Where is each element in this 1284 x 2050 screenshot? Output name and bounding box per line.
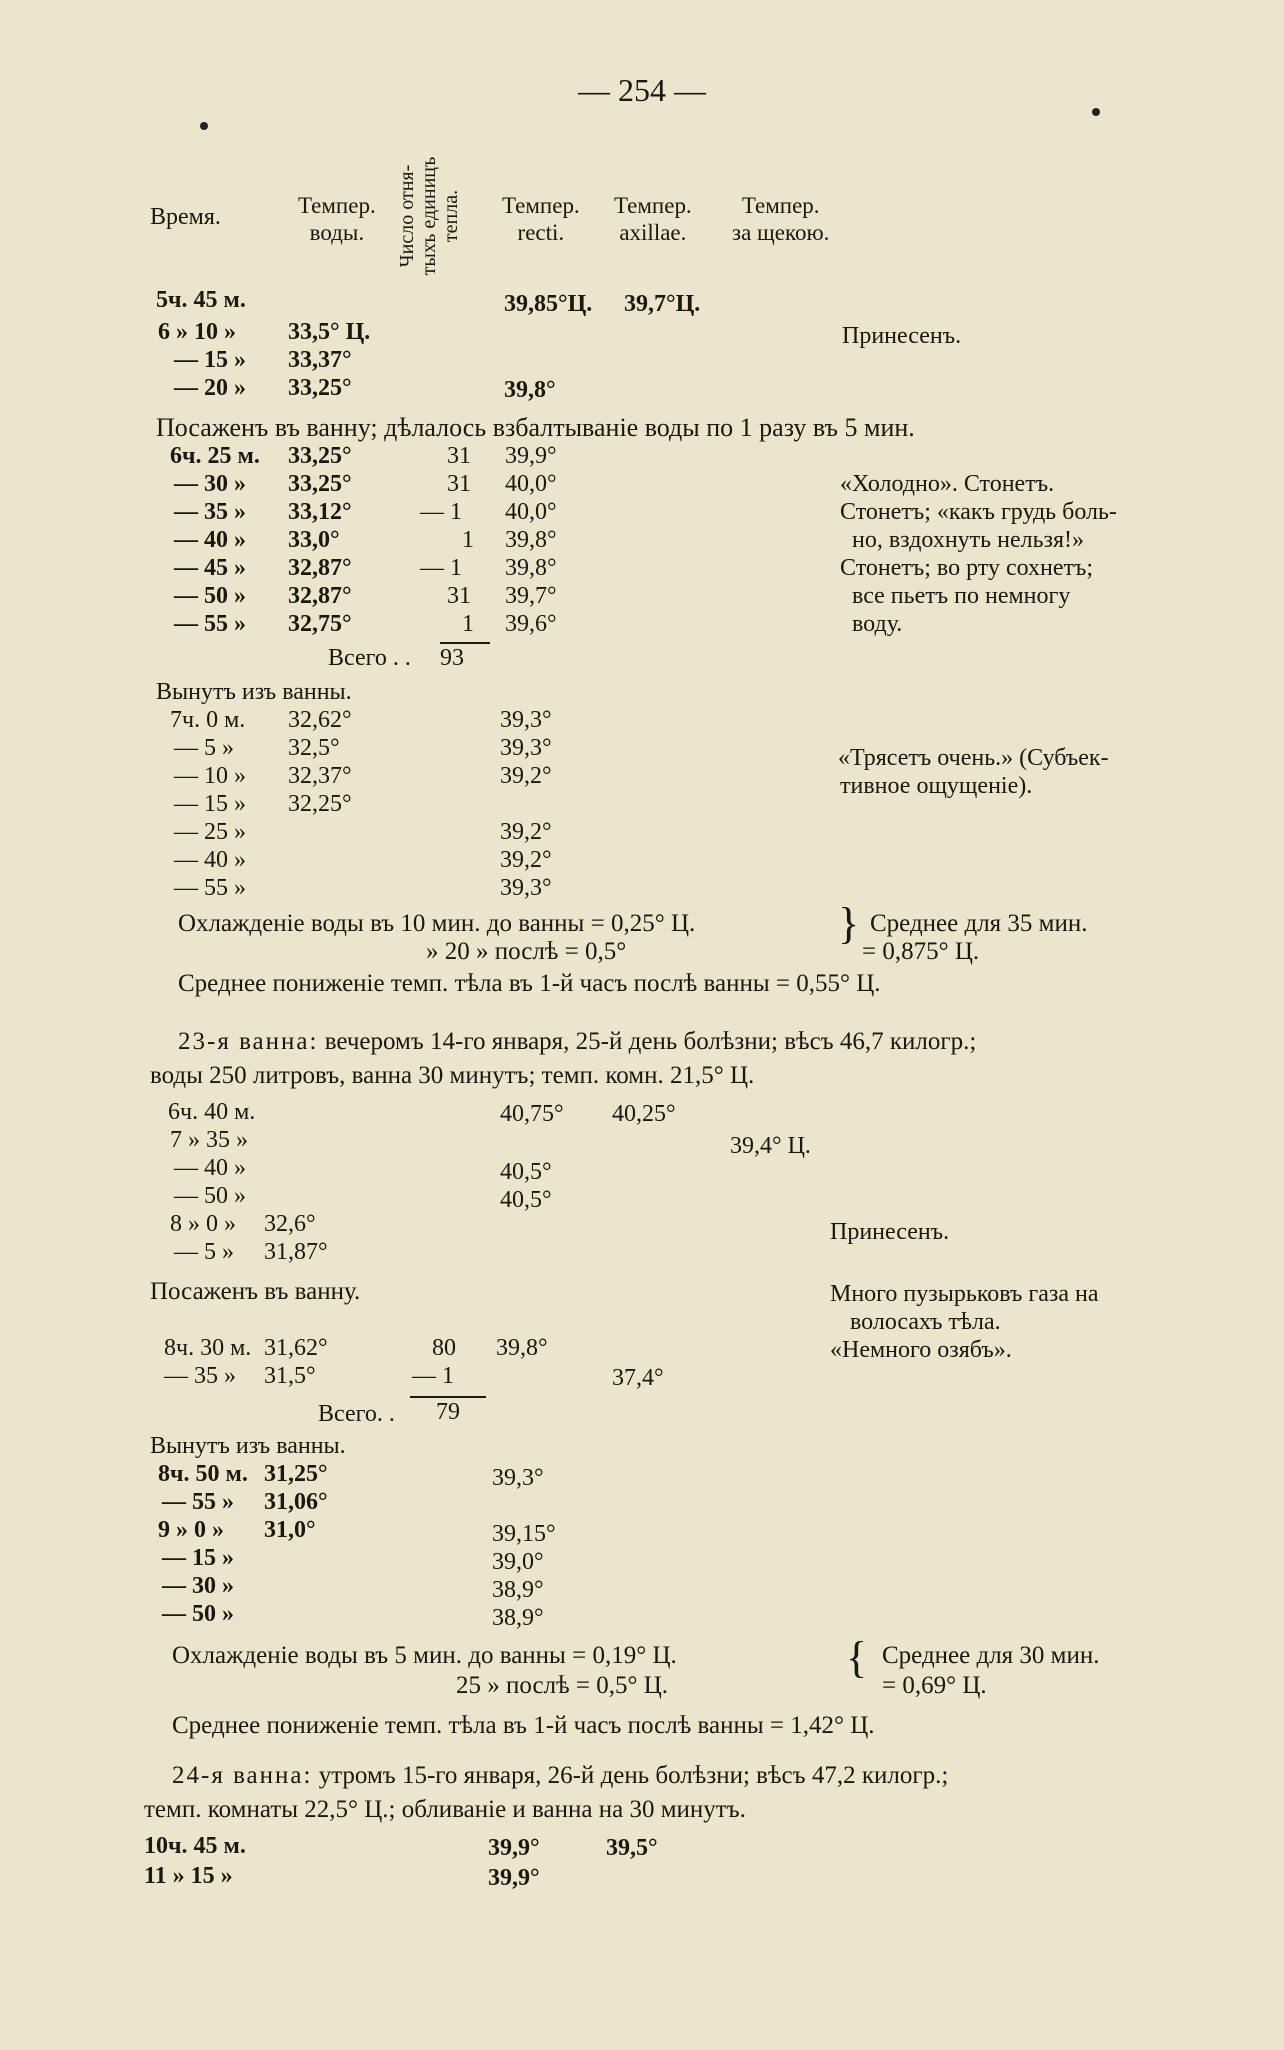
time-cell: — 40 » <box>174 1155 246 1181</box>
total-label: Всего. . <box>318 1401 395 1427</box>
time-cell: — 5 » <box>174 735 234 761</box>
note-line: «Холодно». Стонетъ. <box>840 471 1055 497</box>
time-cell: 6ч. 25 м. <box>170 443 260 469</box>
time-cell: — 15 » <box>162 1545 234 1571</box>
water-cell: 31,06° <box>264 1489 328 1515</box>
note-line: все пьетъ по немногу <box>852 583 1071 609</box>
recti-cell: 39,0° <box>492 1549 544 1575</box>
cooling-line: 25 » послѣ = 0,5° Ц. <box>456 1672 669 1699</box>
time-cell: — 30 » <box>162 1573 234 1599</box>
recti-cell: 40,5° <box>500 1159 552 1185</box>
note-line: «Немного озябъ». <box>830 1337 1012 1363</box>
units-cell: 31 <box>447 471 471 497</box>
bath-intro-line: темп. комнаты 22,5° Ц.; обливаніе и ванна на 30 минутъ. <box>144 1796 746 1823</box>
recti-cell: 40,0° <box>505 499 557 525</box>
time-cell: — 55 » <box>174 611 246 637</box>
recti-cell: 39,2° <box>500 819 552 845</box>
time-cell: — 45 » <box>174 555 246 581</box>
axillae-cell: 40,25° <box>612 1101 676 1127</box>
header-water-temp: Темпер. воды. <box>298 193 376 245</box>
units-cell: — 1 <box>412 1363 454 1389</box>
time-cell: — 5 » <box>174 1239 234 1265</box>
time-cell: — 20 » <box>174 375 246 401</box>
time-cell: 8 » 0 » <box>170 1211 236 1237</box>
cooling-line: » 20 » послѣ = 0,5° <box>426 938 627 965</box>
recti-cell: 39,3° <box>492 1465 544 1491</box>
time-cell: — 50 » <box>174 583 246 609</box>
recti-cell: 39,2° <box>500 763 552 789</box>
time-cell: — 55 » <box>174 875 246 901</box>
recti-cell: 40,0° <box>505 471 557 497</box>
note-line: но, вздохнуть нельзя!» <box>852 527 1085 553</box>
recti-cell: 39,9° <box>488 1865 540 1891</box>
recti-cell: 39,2° <box>500 847 552 873</box>
brace: } <box>838 899 860 948</box>
recti-cell: 40,75° <box>500 1101 564 1127</box>
bath-intro-text: утромъ 15-го января, 26-й день болѣзни; вѣсъ 47,2 килогр.; <box>312 1762 949 1789</box>
out-of-bath-heading: Вынутъ изъ ванны. <box>150 1433 346 1459</box>
time-cell: — 30 » <box>174 471 246 497</box>
ink-spot <box>1092 108 1100 116</box>
cooling-average: Среднее для 35 мин. <box>870 910 1088 937</box>
note-line: Много пузырьковъ газа на <box>830 1281 1099 1307</box>
units-cell: — 1 <box>420 555 462 581</box>
time-cell: — 15 » <box>174 347 246 373</box>
bath-number: 24-я ванна: <box>172 1762 313 1789</box>
units-cell: 31 <box>447 443 471 469</box>
time-cell: — 35 » <box>164 1363 236 1389</box>
note-line: Стонетъ; «какъ грудь боль- <box>840 499 1117 525</box>
units-cell: 1 <box>462 611 474 637</box>
mean-temp-drop: Среднее пониженіе темп. тѣла въ 1-й часъ послѣ ванны = 0,55° Ц. <box>178 970 881 997</box>
time-cell: 11 » 15 » <box>144 1863 233 1889</box>
axillae-cheek: 39,7°Ц. <box>624 291 701 317</box>
note-brought: Принесенъ. <box>830 1219 950 1245</box>
water-cell: 32,5° <box>288 735 340 761</box>
bath-intro <box>172 1762 948 1790</box>
time-cell: 9 » 0 » <box>158 1517 224 1543</box>
in-bath-heading: Посаженъ въ ванну; дѣлалось взбалтываніе воды по 1 разу въ 5 мин. <box>156 413 915 442</box>
units-cell: 1 <box>462 527 474 553</box>
time-cell: — 55 » <box>162 1489 234 1515</box>
time-cell: — 50 » <box>174 1183 246 1209</box>
header-time: Время. <box>150 204 221 230</box>
water-cell: 31,5° <box>264 1363 316 1389</box>
cheek-cell: 39,4° Ц. <box>730 1133 811 1159</box>
water-cell: 33,25° <box>288 471 352 497</box>
time-cell: — 35 » <box>174 499 246 525</box>
cooling-line: Охлажденіе воды въ 10 мин. до ванны = 0,25° Ц. <box>178 910 696 937</box>
time-cell: — 15 » <box>174 791 246 817</box>
water-cell: 31,87° <box>264 1239 328 1265</box>
water-cell: 31,62° <box>264 1335 328 1361</box>
in-bath-heading: Посаженъ въ ванну. <box>150 1278 361 1305</box>
time-cell: 10ч. 45 м. <box>144 1833 246 1859</box>
note-line: волосахъ тѣла. <box>850 1309 1001 1335</box>
time-cell: 5ч. 45 м. <box>156 287 246 313</box>
water-cell: 32,37° <box>288 763 352 789</box>
water-cell: 33,12° <box>288 499 352 525</box>
bath-intro-line: воды 250 литровъ, ванна 30 минутъ; темп. комн. 21,5° Ц. <box>150 1062 755 1089</box>
cooling-average: = 0,69° Ц. <box>882 1672 987 1699</box>
recti-cell: 39,8° <box>496 1335 548 1361</box>
recti-cell: 39,8° <box>505 527 557 553</box>
recti-cell: 39,7° <box>505 583 557 609</box>
water-cell: 31,0° <box>264 1517 316 1543</box>
time-cell: 8ч. 30 м. <box>164 1335 252 1361</box>
water-cell: 31,25° <box>264 1461 328 1487</box>
note-line: «Трясетъ очень.» (Субъек- <box>838 745 1109 771</box>
recti-cell: 38,9° <box>492 1577 544 1603</box>
time-cell: 7 » 35 » <box>170 1127 248 1153</box>
time-cell: 6 » 10 » <box>158 319 236 345</box>
cooling-average: Среднее для 30 мин. <box>882 1642 1100 1669</box>
cooling-line: Охлажденіе воды въ 5 мин. до ванны = 0,19° Ц. <box>172 1642 677 1669</box>
recti-cell: 39,8° <box>505 555 557 581</box>
time-cell: — 40 » <box>174 847 246 873</box>
water-cell: 33,25° <box>288 443 352 469</box>
water-cell: 32,6° <box>264 1211 316 1237</box>
recti-cell: 39,9° <box>505 443 557 469</box>
units-cell: 31 <box>447 583 471 609</box>
axillae-cell: 39,5° <box>606 1835 658 1861</box>
recti-cell: 39,6° <box>505 611 557 637</box>
water-cell: 33,37° <box>288 347 352 373</box>
water-cell: 32,75° <box>288 611 352 637</box>
total-value: 79 <box>410 1396 486 1426</box>
cheek-cell: 37,4° <box>612 1365 664 1391</box>
units-cell: 80 <box>432 1335 456 1361</box>
water-cell: 32,87° <box>288 583 352 609</box>
recti-cell: 39,3° <box>500 707 552 733</box>
water-cell: 33,0° <box>288 527 340 553</box>
note-line: Стонетъ; во рту сохнетъ; <box>840 555 1094 581</box>
time-cell: — 40 » <box>174 527 246 553</box>
bath-intro-text: вечеромъ 14-го января, 25-й день болѣзни; вѣсъ 46,7 килогр.; <box>318 1028 977 1055</box>
note-line: тивное ощущеніе). <box>840 773 1033 799</box>
note-line: воду. <box>852 611 903 637</box>
time-cell: — 50 » <box>162 1601 234 1627</box>
ink-spot <box>200 122 208 130</box>
bath-intro <box>178 1028 976 1056</box>
units-cell: — 1 <box>420 499 462 525</box>
time-cell: 6ч. 40 м. <box>168 1099 256 1125</box>
water-cell: 33,5° Ц. <box>288 319 371 345</box>
time-cell: 8ч. 50 м. <box>158 1461 248 1487</box>
brace: { <box>846 1633 868 1682</box>
cooling-average: = 0,875° Ц. <box>862 938 980 965</box>
out-of-bath-heading: Вынутъ изъ ванны. <box>156 679 352 705</box>
note-brought: Принесенъ. <box>842 323 962 349</box>
recti-cell: 39,9° <box>488 1835 540 1861</box>
recti-cell: 39,3° <box>500 875 552 901</box>
header-cheek: Темпер. за щекою. <box>732 193 830 245</box>
recti-cell: 39,8° <box>504 377 556 403</box>
recti-cell: 38,9° <box>492 1605 544 1631</box>
recti-cell: 39,15° <box>492 1521 556 1547</box>
header-heat-units: Число отня- тыхъ единицъ тепла. <box>396 156 462 276</box>
total-value: 93 <box>440 642 490 672</box>
water-cell: 32,25° <box>288 791 352 817</box>
header-axillae: Темпер. axillae. <box>614 193 692 245</box>
time-cell: — 10 » <box>174 763 246 789</box>
recti-cell: 40,5° <box>500 1187 552 1213</box>
total-label: Всего . . <box>328 645 411 671</box>
water-cell: 32,87° <box>288 555 352 581</box>
water-cell: 32,62° <box>288 707 352 733</box>
page-number: — 254 — <box>578 72 706 108</box>
time-cell: 7ч. 0 м. <box>170 707 246 733</box>
time-cell: — 25 » <box>174 819 246 845</box>
header-recti: Темпер. recti. <box>502 193 580 245</box>
recti-cell: 39,3° <box>500 735 552 761</box>
water-cell: 33,25° <box>288 375 352 401</box>
recti-cell: 39,85°Ц. <box>504 291 593 317</box>
bath-number: 23-я ванна: <box>178 1028 319 1055</box>
mean-temp-drop: Среднее пониженіе темп. тѣла въ 1-й часъ послѣ ванны = 1,42° Ц. <box>172 1712 875 1739</box>
